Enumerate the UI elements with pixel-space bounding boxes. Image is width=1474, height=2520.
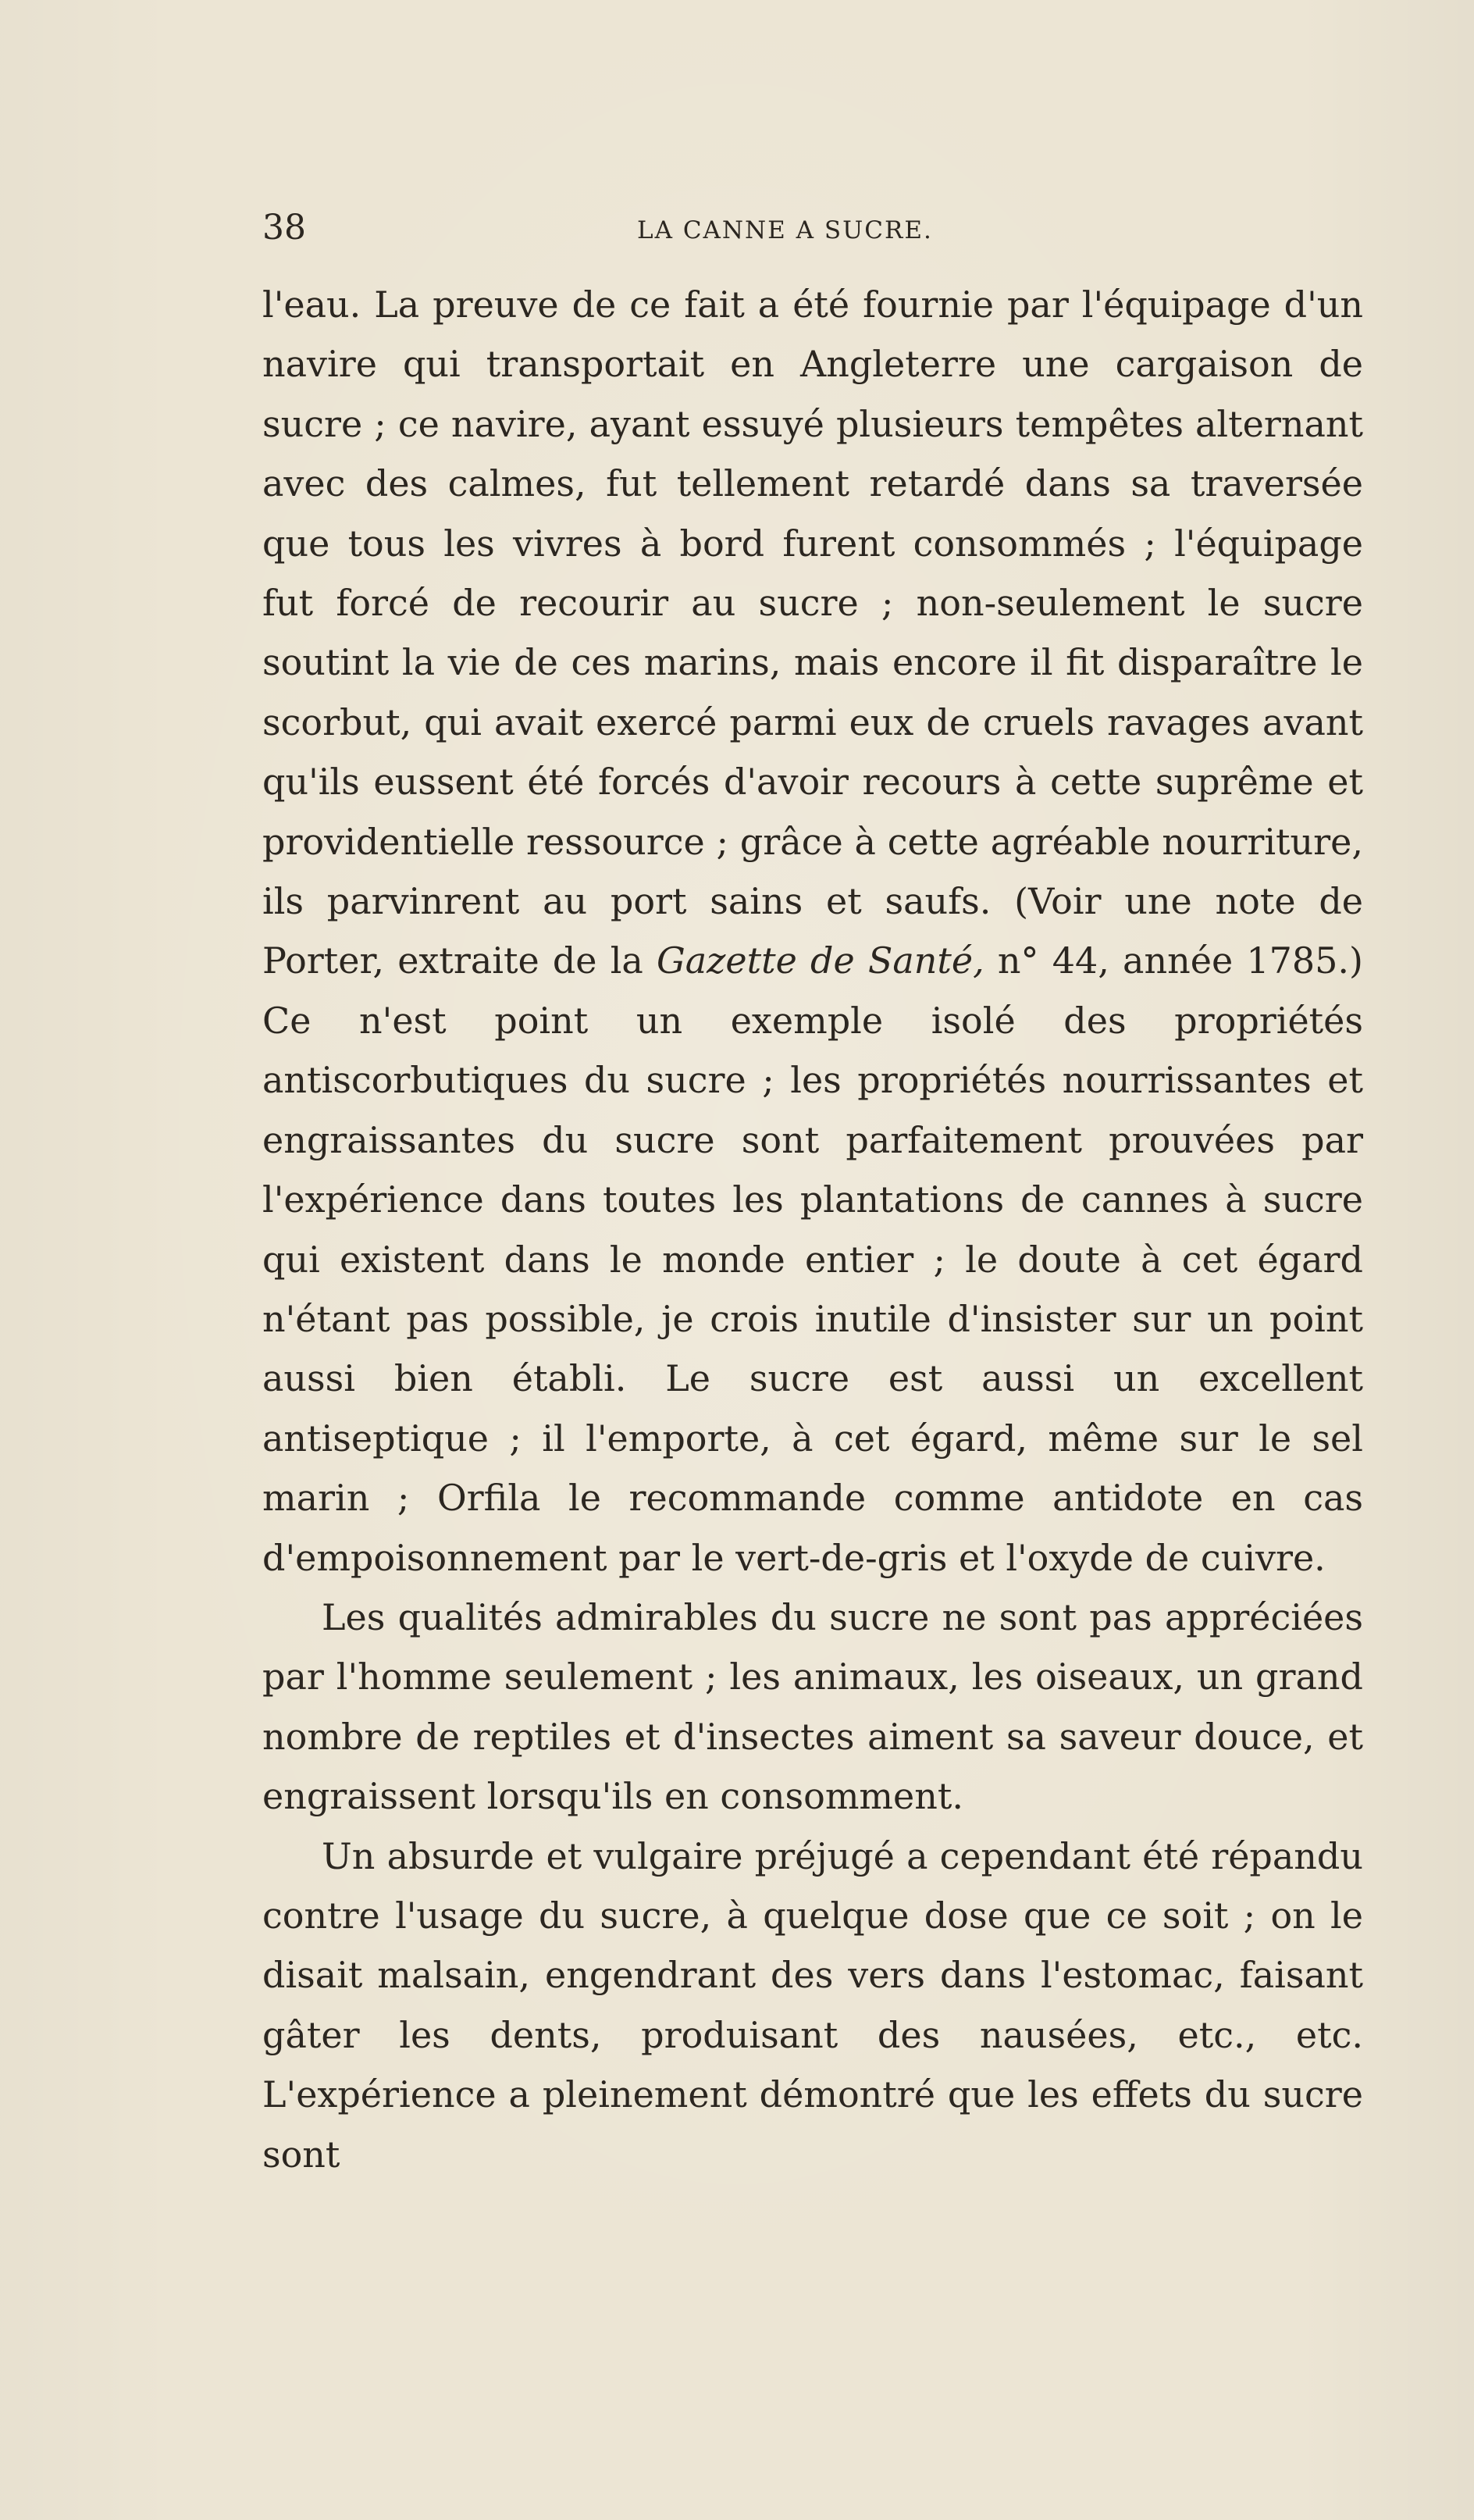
running-title: LA CANNE A SUCRE. xyxy=(637,216,933,244)
page-number: 38 xyxy=(262,208,306,248)
paragraph-3: Un absurde et vulgaire préjugé a cependant été répandu contre l'usage du sucre, à quelque dose que ce soit ; on le disait malsain, engendrant des vers dans l'estomac, faisant gâter les dents, produisant des nausées, etc., etc. L'expérience a pleinement démontré que les effets du sucre sont xyxy=(262,1834,1363,2176)
paragraph-1-text-start: l'eau. La preuve de ce fait a été fournie par l'équipage d'un navire qui transportait en Angleterre une cargaison de sucre ; ce navire, ayant essuyé plusieurs tempêtes alternant avec des calmes, fut tellement retardé dans sa traversée que tous les vivres à bord furent consommés ; l'équipage fut forcé de recourir au sucre ; non-seulement le sucre soutint la vie de ces marins, mais encore il fit disparaître le scorbut, qui avait exercé parmi eux de cruels ravages avant qu'ils eussent été forcés d'avoir recours à cette suprême et providentielle ressource ; grâce à cette agréable nourriture, ils parvinrent au port sains et saufs. (Voir une note de Porter, extraite de la xyxy=(262,283,1363,982)
running-head xyxy=(262,205,1363,259)
journal-title-italic: Gazette de Santé, xyxy=(657,939,984,982)
paragraph-2: Les qualités admirables du sucre ne sont pas appréciées par l'homme seulement ; les animaux, les oiseaux, un grand nombre de reptiles et d'insectes aiment sa saveur douce, et engraissent lorsqu'ils en consomment. xyxy=(262,1595,1363,1818)
paragraph-1 xyxy=(262,275,1363,1588)
paragraph-1-text-end: n° 44, année 1785.) Ce n'est point un exemple isolé des propriétés antiscorbutiques du sucre ; les propriétés nourrissantes et engraissantes du sucre sont parfaitement prouvées par l'expérience dans toutes les plantations de cannes à sucre qui existent dans le monde entier ; le doute à cet égard n'étant pas possible, je crois inutile d'insister sur un point aussi bien établi. Le sucre est aussi un excellent antiseptique ; il l'emporte, à cet égard, même sur le sel marin ; Orfila le recommande comme antidote en cas d'empoisonnement par le vert-de-gris et l'oxyde de cuivre. xyxy=(262,939,1363,1579)
body-text xyxy=(262,275,1363,2184)
